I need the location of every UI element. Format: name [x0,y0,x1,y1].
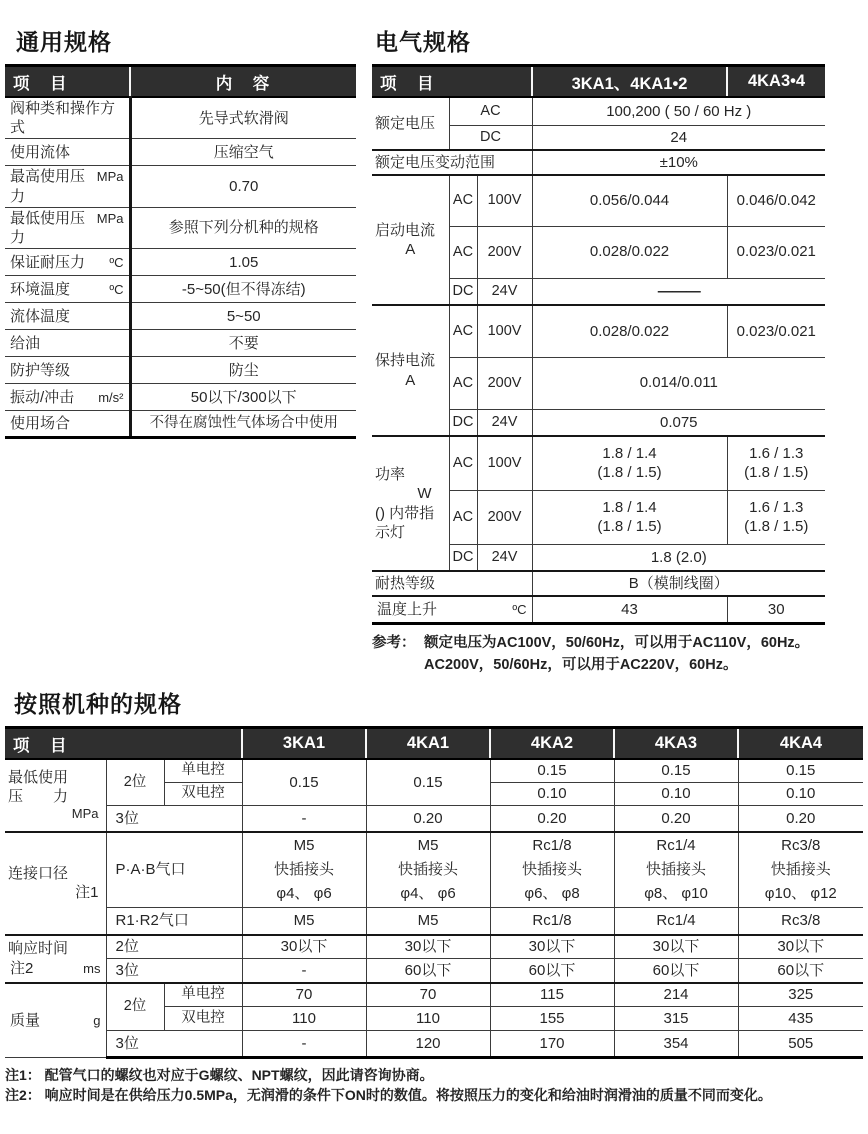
value-cell: 0.20 [490,805,614,832]
footnotes [5,1065,862,1106]
current-value-cell: 0.046/0.042 [727,175,825,226]
voltage-range-value: ±10% [532,150,825,175]
model-specs-table [5,726,863,1059]
spec-value-cell: 1.05 [130,249,356,276]
port-value-cell [366,832,490,908]
spec-label: 最高使用压力 [10,168,86,205]
holding-current-ac100-row [372,305,825,357]
spec-value-cell: 防尘 [130,357,356,384]
power-type-cell: DC [449,544,477,571]
value-cell: - [242,959,366,983]
port-thread: Rc1/4 [656,837,696,854]
model-header-4ka4: 4KA4 [738,728,863,760]
value-cell: 170 [490,1031,614,1058]
current-type-cell: AC [449,175,477,226]
min-pressure-title-1: 最低使用 [8,769,69,786]
spec-label: 使用流体 [10,143,71,161]
value-cell: 0.15 [242,759,366,805]
spec-unit: m/s² [98,389,124,405]
footnote-1: 注1： 配管气口的螺纹也对应于G螺纹、NPT螺纹，因此请咨询协商。 [5,1067,434,1083]
power-type-cell: AC [449,490,477,544]
position-2-cell: 2位 [106,759,164,805]
current-value-cell: 0.014/0.011 [532,357,825,409]
value-cell: M5 [366,908,490,935]
power-volt-cell: 24V [477,544,532,571]
double-solenoid-cell: 双电控 [164,782,242,805]
temp-rise-label [372,596,532,623]
current-value-cell: 0.028/0.022 [532,305,727,357]
rated-voltage-ac: AC [449,97,532,125]
value-cell: 60以下 [366,959,490,983]
spec-unit: MPa [96,210,124,226]
power-label [372,436,449,571]
electrical-header-item: 项 目 [372,66,532,98]
value-cell: 155 [490,1007,614,1031]
model-header-4ka1: 4KA1 [366,728,490,760]
value-cell: 505 [738,1031,863,1058]
value-cell: 60以下 [614,959,738,983]
current-value-cell: 0.075 [532,409,825,436]
current-value-cell: 0.056/0.044 [532,175,727,226]
current-value-cell: ——— [532,278,825,305]
port-value-cell [614,832,738,908]
note-line-1: 额定电压为AC100V，50/60Hz，可以用于AC110V，60Hz。 [424,634,810,651]
spec-value-cell: 50以下/300以下 [130,384,356,411]
single-solenoid-cell: 单电控 [164,759,242,782]
value-cell: 30以下 [490,935,614,959]
pab-port-cell: P·A·B气口 [106,832,242,908]
general-specs-title: 通用规格 [16,29,112,55]
general-header-content: 内 容 [130,66,356,98]
port-fitting: 快插接头 [646,861,707,878]
power-value-line: 1.8 / 1.4 [602,445,657,463]
value-cell: 0.15 [614,759,738,782]
port-size-label [5,832,106,935]
electrical-header-row [372,66,825,98]
general-row-lubrication [5,330,356,357]
current-volt-cell: 24V [477,278,532,305]
current-value-cell: 0.028/0.022 [532,226,727,278]
power-volt-cell: 200V [477,490,532,544]
spec-value-cell: 先导式软滑阀 [130,97,356,139]
spec-label-cell [5,139,130,166]
port-fitting: 快插接头 [398,861,459,878]
holding-current-label [372,305,449,436]
voltage-range-row [372,150,825,175]
starting-current-label [372,175,449,305]
spec-value-cell: 压缩空气 [130,139,356,166]
power-value-cell [532,490,727,544]
port-fitting: 快插接头 [274,861,335,878]
heat-class-label: 耐热等级 [372,571,532,596]
electrical-specs-section [372,24,825,676]
value-cell: 0.10 [614,782,738,805]
starting-current-unit: A [405,241,416,258]
spec-label: 最低使用压力 [10,209,86,246]
port-value-cell [490,832,614,908]
value-cell: 0.10 [738,782,863,805]
position-3-cell: 3位 [106,1031,242,1058]
response-note-ref: 注2 [10,959,34,977]
temp-rise-title: 温度上升 [377,600,438,618]
spec-label-cell [5,166,130,207]
general-specs-section [5,24,356,439]
spec-unit: ºC [109,281,124,297]
starting-current-title: 启动电流 [375,221,436,239]
spec-label: 阀种类和操作方式 [10,100,116,137]
value-cell: 120 [366,1031,490,1058]
value-cell: 115 [490,983,614,1007]
value-cell: 0.20 [366,805,490,832]
model-specs-title: 按照机种的规格 [14,691,182,717]
port-diameters: φ10、 φ12 [764,885,837,902]
rated-voltage-dc-value: 24 [532,125,825,150]
response-unit: ms [83,960,101,976]
general-row-valve-type [5,97,356,139]
temp-rise-unit: ºC [512,601,527,617]
electrical-header-4ka34: 4KA3•4 [727,66,825,98]
spec-label-cell [5,97,130,139]
power-value-cell [727,436,825,490]
power-note-1: () 内带指 [375,504,435,522]
general-header-row [5,66,356,98]
spec-value-cell: 不得在腐蚀性气体场合中使用 [130,411,356,438]
value-cell: 0.20 [738,805,863,832]
value-cell: - [242,1031,366,1058]
power-note-2: 示灯 [375,523,406,541]
spec-unit: ºC [109,254,124,270]
value-cell: 60以下 [490,959,614,983]
position-3-cell: 3位 [106,805,242,832]
value-cell: 30以下 [614,935,738,959]
power-value-line: (1.8 / 1.5) [744,518,809,535]
port-fitting: 快插接头 [522,861,583,878]
general-row-fluid-temp [5,303,356,330]
model-header-item: 项 目 [5,728,242,760]
double-solenoid-cell: 双电控 [164,1007,242,1031]
port-size-title: 连接口径 [8,865,69,883]
value-cell: 325 [738,983,863,1007]
power-value-cell: 1.8 (2.0) [532,544,825,571]
r12-port-cell: R1·R2气口 [106,908,242,935]
value-cell: 70 [242,983,366,1007]
spec-label-cell [5,330,130,357]
min-pressure-single-row [5,759,863,782]
min-pressure-3pos-row [5,805,863,832]
port-value-cell [738,832,863,908]
rated-voltage-dc: DC [449,125,532,150]
value-cell: 0.15 [366,759,490,805]
electrical-specs-table [372,64,825,625]
power-value-line: (1.8 / 1.5) [744,464,809,482]
port-fitting: 快插接头 [770,861,831,878]
general-row-max-pressure [5,166,356,207]
power-type-cell: AC [449,436,477,490]
general-row-proof-pressure [5,249,356,276]
model-specs-section [5,686,862,1106]
port-value-cell [242,832,366,908]
value-cell: Rc1/4 [614,908,738,935]
port-thread: Rc1/8 [532,837,572,854]
min-pressure-label [5,759,106,832]
temp-rise-value-2: 30 [727,596,825,623]
min-pressure-title-2: 压 力 [8,788,69,806]
current-type-cell: AC [449,226,477,278]
value-cell: Rc1/8 [490,908,614,935]
spec-value-cell: 0.70 [130,166,356,207]
port-thread: Rc3/8 [781,837,821,854]
holding-current-title: 保持电流 [375,352,436,370]
current-volt-cell: 100V [477,175,532,226]
power-unit: W [417,485,432,503]
spec-label: 使用场合 [10,415,71,433]
port-diameters: φ6、 φ8 [524,885,580,902]
port-size-note-ref: 注1 [75,884,99,902]
port-size-r12-row [5,908,863,935]
rated-voltage-label: 额定电压 [372,97,449,150]
note-line-2: AC200V，50/60Hz，可以用于AC220V，60Hz。 [424,656,738,673]
port-diameters: φ4、 φ6 [276,885,332,902]
power-value-cell [727,490,825,544]
spec-label-cell [5,384,130,411]
value-cell: 435 [738,1007,863,1031]
spec-label-cell [5,303,130,330]
model-header-3ka1: 3KA1 [242,728,366,760]
spec-label-cell [5,207,130,248]
current-type-cell: DC [449,278,477,305]
heat-class-value: B（模制线圈） [532,571,825,596]
starting-current-ac100-row [372,175,825,226]
response-time-title: 响应时间 [8,940,69,958]
value-cell: 214 [614,983,738,1007]
power-value-line: (1.8 / 1.5) [597,464,662,482]
spec-label: 振动/冲击 [10,388,75,406]
spec-label: 环境温度 [10,280,71,298]
current-volt-cell: 24V [477,409,532,436]
power-value-line: (1.8 / 1.5) [597,518,662,535]
value-cell: Rc3/8 [738,908,863,935]
value-cell: 70 [366,983,490,1007]
electrical-header-3ka1-4ka12: 3KA1、4KA1•2 [532,66,727,98]
value-cell: 315 [614,1007,738,1031]
value-cell: 60以下 [738,959,863,983]
rated-voltage-ac-row [372,97,825,125]
general-row-vibration [5,384,356,411]
value-cell: 0.20 [614,805,738,832]
spec-value-cell: 不要 [130,330,356,357]
position-2-cell: 2位 [106,935,242,959]
holding-current-unit: A [405,371,416,389]
port-size-pab-row [5,832,863,908]
model-header-4ka3: 4KA3 [614,728,738,760]
voltage-range-label: 额定电压变动范围 [372,150,532,175]
general-header-item: 项 目 [5,66,130,98]
spec-value-cell: 参照下列分机种的规格 [130,207,356,248]
position-3-cell: 3位 [106,959,242,983]
electrical-specs-title: 电气规格 [375,29,471,55]
current-value-cell: 0.023/0.021 [727,305,825,357]
spec-label: 保证耐压力 [10,253,86,271]
note-prefix: 参考： [372,634,416,651]
value-cell: 110 [242,1007,366,1031]
general-row-protection [5,357,356,384]
temp-rise-value-1: 43 [532,596,727,623]
weight-title: 质量 [10,1011,41,1029]
value-cell: M5 [242,908,366,935]
value-cell: - [242,805,366,832]
spec-value-cell: -5~50(但不得冻结) [130,276,356,303]
value-cell: 0.10 [490,782,614,805]
position-2-cell: 2位 [106,983,164,1031]
port-diameters: φ8、 φ10 [644,885,708,902]
port-thread: M5 [293,837,315,854]
general-row-ambient-temp [5,276,356,303]
electrical-reference-note [372,632,825,677]
spec-label-cell [5,357,130,384]
min-pressure-unit: MPa [71,806,99,822]
current-volt-cell: 200V [477,357,532,409]
weight-label [5,983,106,1058]
general-row-min-pressure [5,207,356,248]
general-row-fluid [5,139,356,166]
power-volt-cell: 100V [477,436,532,490]
single-solenoid-cell: 单电控 [164,983,242,1007]
spec-label-cell [5,276,130,303]
power-value-line: 1.6 / 1.3 [749,498,804,516]
current-value-cell: 0.023/0.021 [727,226,825,278]
value-cell: 30以下 [366,935,490,959]
note-lines [424,632,809,677]
power-value-cell [532,436,727,490]
response-time-label [5,935,106,983]
general-specs-table [5,64,356,439]
spec-value-cell: 5~50 [130,303,356,330]
value-cell: 0.15 [490,759,614,782]
spec-unit: MPa [96,169,124,185]
current-type-cell: AC [449,357,477,409]
spec-label-cell [5,411,130,438]
current-volt-cell: 100V [477,305,532,357]
port-thread: M5 [417,837,439,854]
power-ac100-row [372,436,825,490]
heat-class-row [372,571,825,596]
spec-label: 给油 [10,334,41,352]
spec-label: 流体温度 [10,307,71,325]
power-title: 功率 [375,466,406,484]
response-2pos-row [5,935,863,959]
weight-unit: g [93,1012,101,1028]
power-value-line: 1.8 / 1.4 [602,498,657,516]
value-cell: 30以下 [242,935,366,959]
model-header-4ka2: 4KA2 [490,728,614,760]
current-type-cell: AC [449,305,477,357]
value-cell: 354 [614,1031,738,1058]
response-3pos-row [5,959,863,983]
port-diameters: φ4、 φ6 [400,885,456,902]
general-row-environment [5,411,356,438]
value-cell: 110 [366,1007,490,1031]
spec-label: 防护等级 [10,361,71,379]
weight-3pos-row [5,1031,863,1058]
current-type-cell: DC [449,409,477,436]
weight-single-row [5,983,863,1007]
current-volt-cell: 200V [477,226,532,278]
footnote-2: 注2： 响应时间是在供给压力0.5MPa，无润滑的条件下ON时的数值。将按照压力的变化和给油时润滑油的质量不同而变化。 [5,1087,772,1104]
rated-voltage-ac-value: 100,200 ( 50 / 60 Hz ) [532,97,825,125]
power-value-line: 1.6 / 1.3 [749,445,804,463]
value-cell: 0.15 [738,759,863,782]
model-header-row [5,728,863,760]
value-cell: 30以下 [738,935,863,959]
spec-label-cell [5,249,130,276]
temp-rise-row [372,596,825,623]
